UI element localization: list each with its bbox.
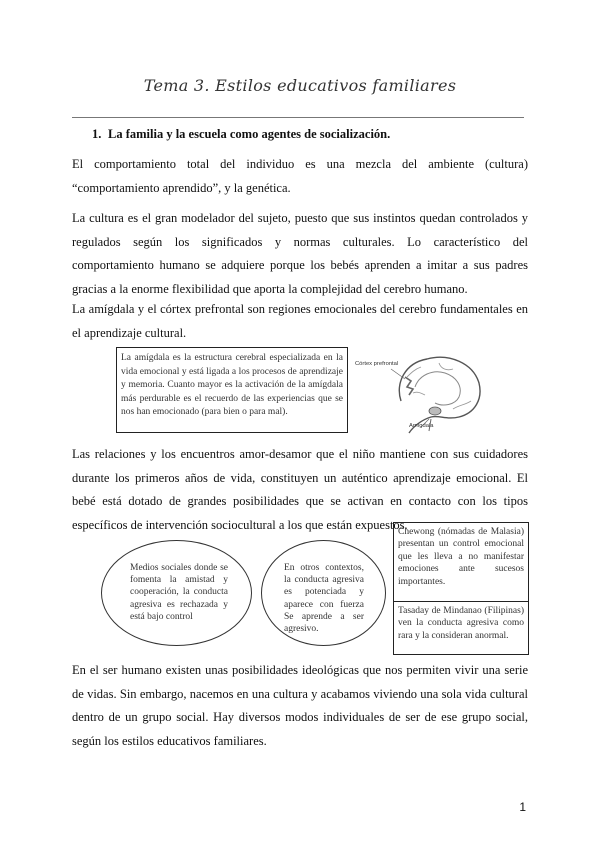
chewong-box	[393, 522, 529, 602]
paragraph-4: Las relaciones y los encuentros amor-desamor que el niño mantiene con sus cuidadores durante los primeros años de vida, constituyen un auténtico aprendizaje emocional. El bebé está dotado de grandes posibilidades que se activan en contacto con los tipos específicos de intervención sociocultural a los que están expuestos.	[72, 447, 528, 532]
title-divider	[72, 117, 524, 118]
oval-left-text: Medios sociales donde se fomenta la amistad y cooperación, la conducta agresiva es rechazada y está bajo control	[130, 563, 228, 622]
amygdala-info-text: La amígdala es la estructura cerebral especializada en la vida emocional y está ligada a los procesos de aprendizaje y memoria. Cuanto mayor es la activación de la amígdala más perdurable es el recuerdo de las experiencias que se nos han emocionado (para bien o para mal).	[121, 353, 343, 418]
oval-right-text: En otros contextos, la conducta agresiva es potenciada y aparece con fuerza Se aprende a ser agresivo.	[284, 563, 364, 635]
chewong-text: Chewong (nómadas de Malasia) presentan un control emocional que les lleva a no manifestar emociones ante sucesos importantes.	[398, 527, 524, 587]
paragraph-2: La cultura es el gran modelador del sujeto, puesto que sus instintos quedan controlados y regulados según los significados y normas culturales. Lo característico del comportamiento humano se adquiere porque los bebés aprenden a imitar a sus padres gracias a la enorme flexibilidad que aporta la complejidad del cerebro humano.	[72, 211, 528, 296]
paragraph-1: El comportamiento total del individuo es una mezcla del ambiente (cultura) “comportamiento aprendido”, y la genética.	[72, 157, 528, 195]
paragraph-3: La amígdala y el córtex prefrontal son regiones emocionales del cerebro fundamentales en el aprendizaje cultural.	[72, 302, 528, 340]
tasaday-text: Tasaday de Mindanao (Filipinas) ven la conducta agresiva como rara y la consideran anormal.	[398, 606, 524, 641]
amygdala-info-box	[116, 347, 348, 433]
section-heading-text: La familia y la escuela como agentes de socialización.	[108, 127, 391, 141]
brain-figure	[355, 347, 487, 435]
page-number: 1	[519, 800, 526, 814]
brain-label-amygdala: Amígdala	[409, 423, 434, 429]
tasaday-box	[393, 601, 529, 655]
section-number: 1.	[92, 127, 102, 141]
section-heading	[92, 127, 390, 142]
brain-label-cortex: Córtex prefrontal	[355, 361, 399, 367]
document-title: Tema 3. Estilos educativos familiares	[143, 76, 457, 95]
paragraph-5: En el ser humano existen unas posibilidades ideológicas que nos permiten vivir una serie de vidas. Sin embargo, nacemos en una cultura y acabamos viviendo una sola vida cultural dentro de un grupo social. Hay diversos modos individuales de ser de ese grupo social, según los estilos educativos familiares.	[72, 663, 528, 748]
